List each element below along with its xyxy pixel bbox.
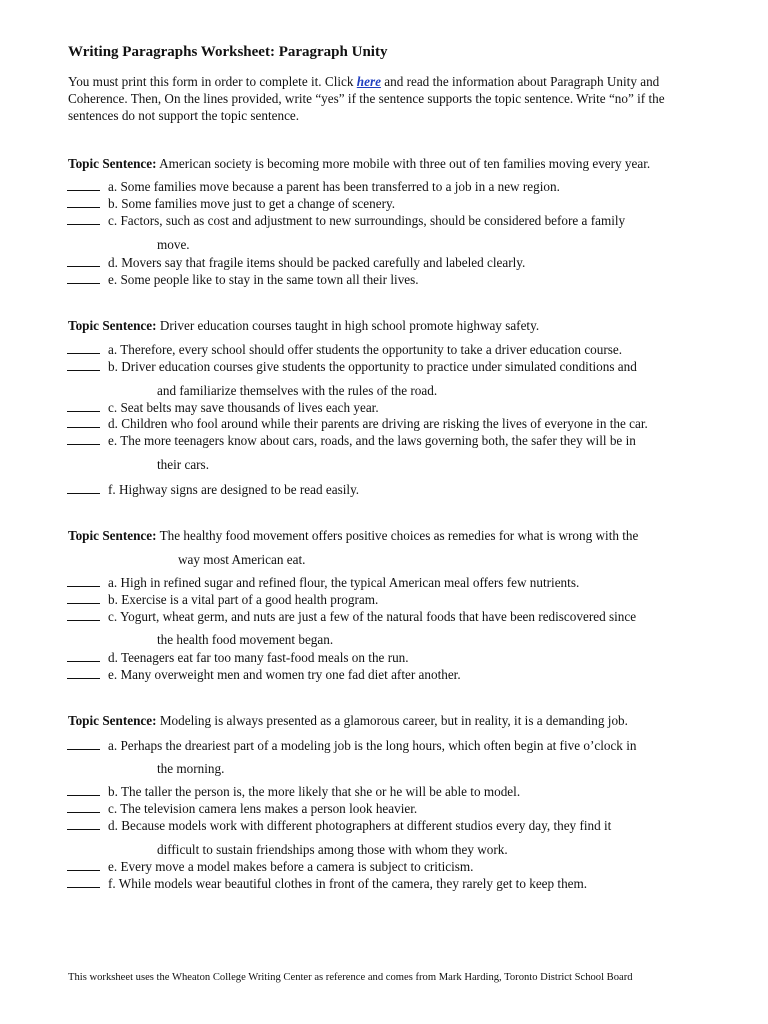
- item-3d: d. Teenagers eat far too many fast-food meals on the run.: [67, 650, 409, 666]
- answer-blank[interactable]: [67, 272, 100, 284]
- item-4b: b. The taller the person is, the more likely that she or he will be able to model.: [67, 784, 520, 800]
- answer-blank[interactable]: [67, 738, 100, 750]
- item-2f: f. Highway signs are designed to be read easily.: [67, 482, 359, 498]
- intro-text-after: and read the information about Paragraph Unity and Coherence. Then, On the lines provided, write “yes” if the sentence supports the topic sentence. Write “no” if the sentences do not support the topic sentence.: [68, 74, 665, 123]
- item-3a: a. High in refined sugar and refined flour, the typical American meal offers few nutrients.: [67, 575, 579, 591]
- item-3b: b. Exercise is a vital part of a good health program.: [67, 592, 378, 608]
- item-2c: c. Seat belts may save thousands of lives each year.: [67, 400, 379, 416]
- item-1d: d. Movers say that fragile items should be packed carefully and labeled clearly.: [67, 255, 525, 271]
- item-4d-continued: difficult to sustain friendships among those with whom they work.: [157, 842, 508, 857]
- topic-label: Topic Sentence:: [68, 713, 157, 728]
- answer-blank[interactable]: [67, 575, 100, 587]
- answer-blank[interactable]: [67, 784, 100, 796]
- answer-blank[interactable]: [67, 255, 100, 267]
- answer-blank[interactable]: [67, 416, 100, 428]
- answer-blank[interactable]: [67, 667, 100, 679]
- footer-credit: This worksheet uses the Wheaton College Writing Center as reference and comes from Mark Harding, Toronto District School Board: [68, 972, 633, 983]
- item-2b: b. Driver education courses give students the opportunity to practice under simulated conditions and: [67, 359, 637, 375]
- answer-blank[interactable]: [67, 400, 100, 412]
- answer-blank[interactable]: [67, 342, 100, 354]
- intro-paragraph: [68, 73, 698, 124]
- item-3c: c. Yogurt, wheat germ, and nuts are just a few of the natural foods that have been rediscovered since: [67, 609, 636, 625]
- worksheet-title: Writing Paragraphs Worksheet: Paragraph Unity: [68, 44, 388, 60]
- item-4d: d. Because models work with different photographers at different studios every day, they find it: [67, 818, 611, 834]
- answer-blank[interactable]: [67, 196, 100, 208]
- answer-blank[interactable]: [67, 179, 100, 191]
- item-4a: a. Perhaps the dreariest part of a modeling job is the long hours, which often begin at five o’clock in: [67, 738, 636, 754]
- item-4a-continued: the morning.: [157, 761, 225, 776]
- item-2e: e. The more teenagers know about cars, roads, and the laws governing both, the safer they will be in: [67, 433, 636, 449]
- item-3e: e. Many overweight men and women try one fad diet after another.: [67, 667, 461, 683]
- topic-label: Topic Sentence:: [68, 156, 157, 171]
- topic-sentence-2: Topic Sentence: Driver education courses taught in high school promote highway safety.: [68, 318, 540, 333]
- item-3c-continued: the health food movement began.: [157, 632, 334, 647]
- answer-blank[interactable]: [67, 359, 100, 371]
- item-4c: c. The television camera lens makes a person look heavier.: [67, 801, 417, 817]
- topic-sentence-4: Topic Sentence: Modeling is always presented as a glamorous career, but in reality, it is a demanding job.: [68, 713, 628, 728]
- topic-sentence-1: Topic Sentence: American society is becoming more mobile with three out of ten families moving every year.: [68, 156, 651, 171]
- intro-text-before: You must print this form in order to complete it. Click: [68, 74, 357, 89]
- item-1a: a. Some families move because a parent has been transferred to a job in a new region.: [67, 179, 560, 195]
- answer-blank[interactable]: [67, 433, 100, 445]
- answer-blank[interactable]: [67, 609, 100, 621]
- item-1c-continued: move.: [157, 237, 190, 252]
- item-1c: c. Factors, such as cost and adjustment to new surroundings, should be considered before a family: [67, 213, 625, 229]
- answer-blank[interactable]: [67, 482, 100, 494]
- answer-blank[interactable]: [67, 859, 100, 871]
- item-1b: b. Some families move just to get a change of scenery.: [67, 196, 395, 212]
- item-4e: e. Every move a model makes before a camera is subject to criticism.: [67, 859, 473, 875]
- topic-sentence-3: Topic Sentence: The healthy food movement offers positive choices as remedies for what is wrong with the: [68, 528, 639, 543]
- item-1e: e. Some people like to stay in the same town all their lives.: [67, 272, 419, 288]
- item-2d: d. Children who fool around while their parents are driving are risking the lives of everyone in the car.: [67, 416, 648, 432]
- answer-blank[interactable]: [67, 650, 100, 662]
- answer-blank[interactable]: [67, 876, 100, 888]
- answer-blank[interactable]: [67, 213, 100, 225]
- answer-blank[interactable]: [67, 818, 100, 830]
- item-2e-continued: their cars.: [157, 457, 209, 472]
- answer-blank[interactable]: [67, 592, 100, 604]
- item-4f: f. While models wear beautiful clothes in front of the camera, they rarely get to keep them.: [67, 876, 587, 892]
- here-link[interactable]: here: [356, 74, 381, 89]
- topic-sentence-3-continued: way most American eat.: [178, 552, 306, 567]
- topic-label: Topic Sentence:: [68, 318, 157, 333]
- answer-blank[interactable]: [67, 801, 100, 813]
- item-2a: a. Therefore, every school should offer students the opportunity to take a driver education course.: [67, 342, 622, 358]
- item-2b-continued: and familiarize themselves with the rules of the road.: [157, 383, 438, 398]
- topic-label: Topic Sentence:: [68, 528, 157, 543]
